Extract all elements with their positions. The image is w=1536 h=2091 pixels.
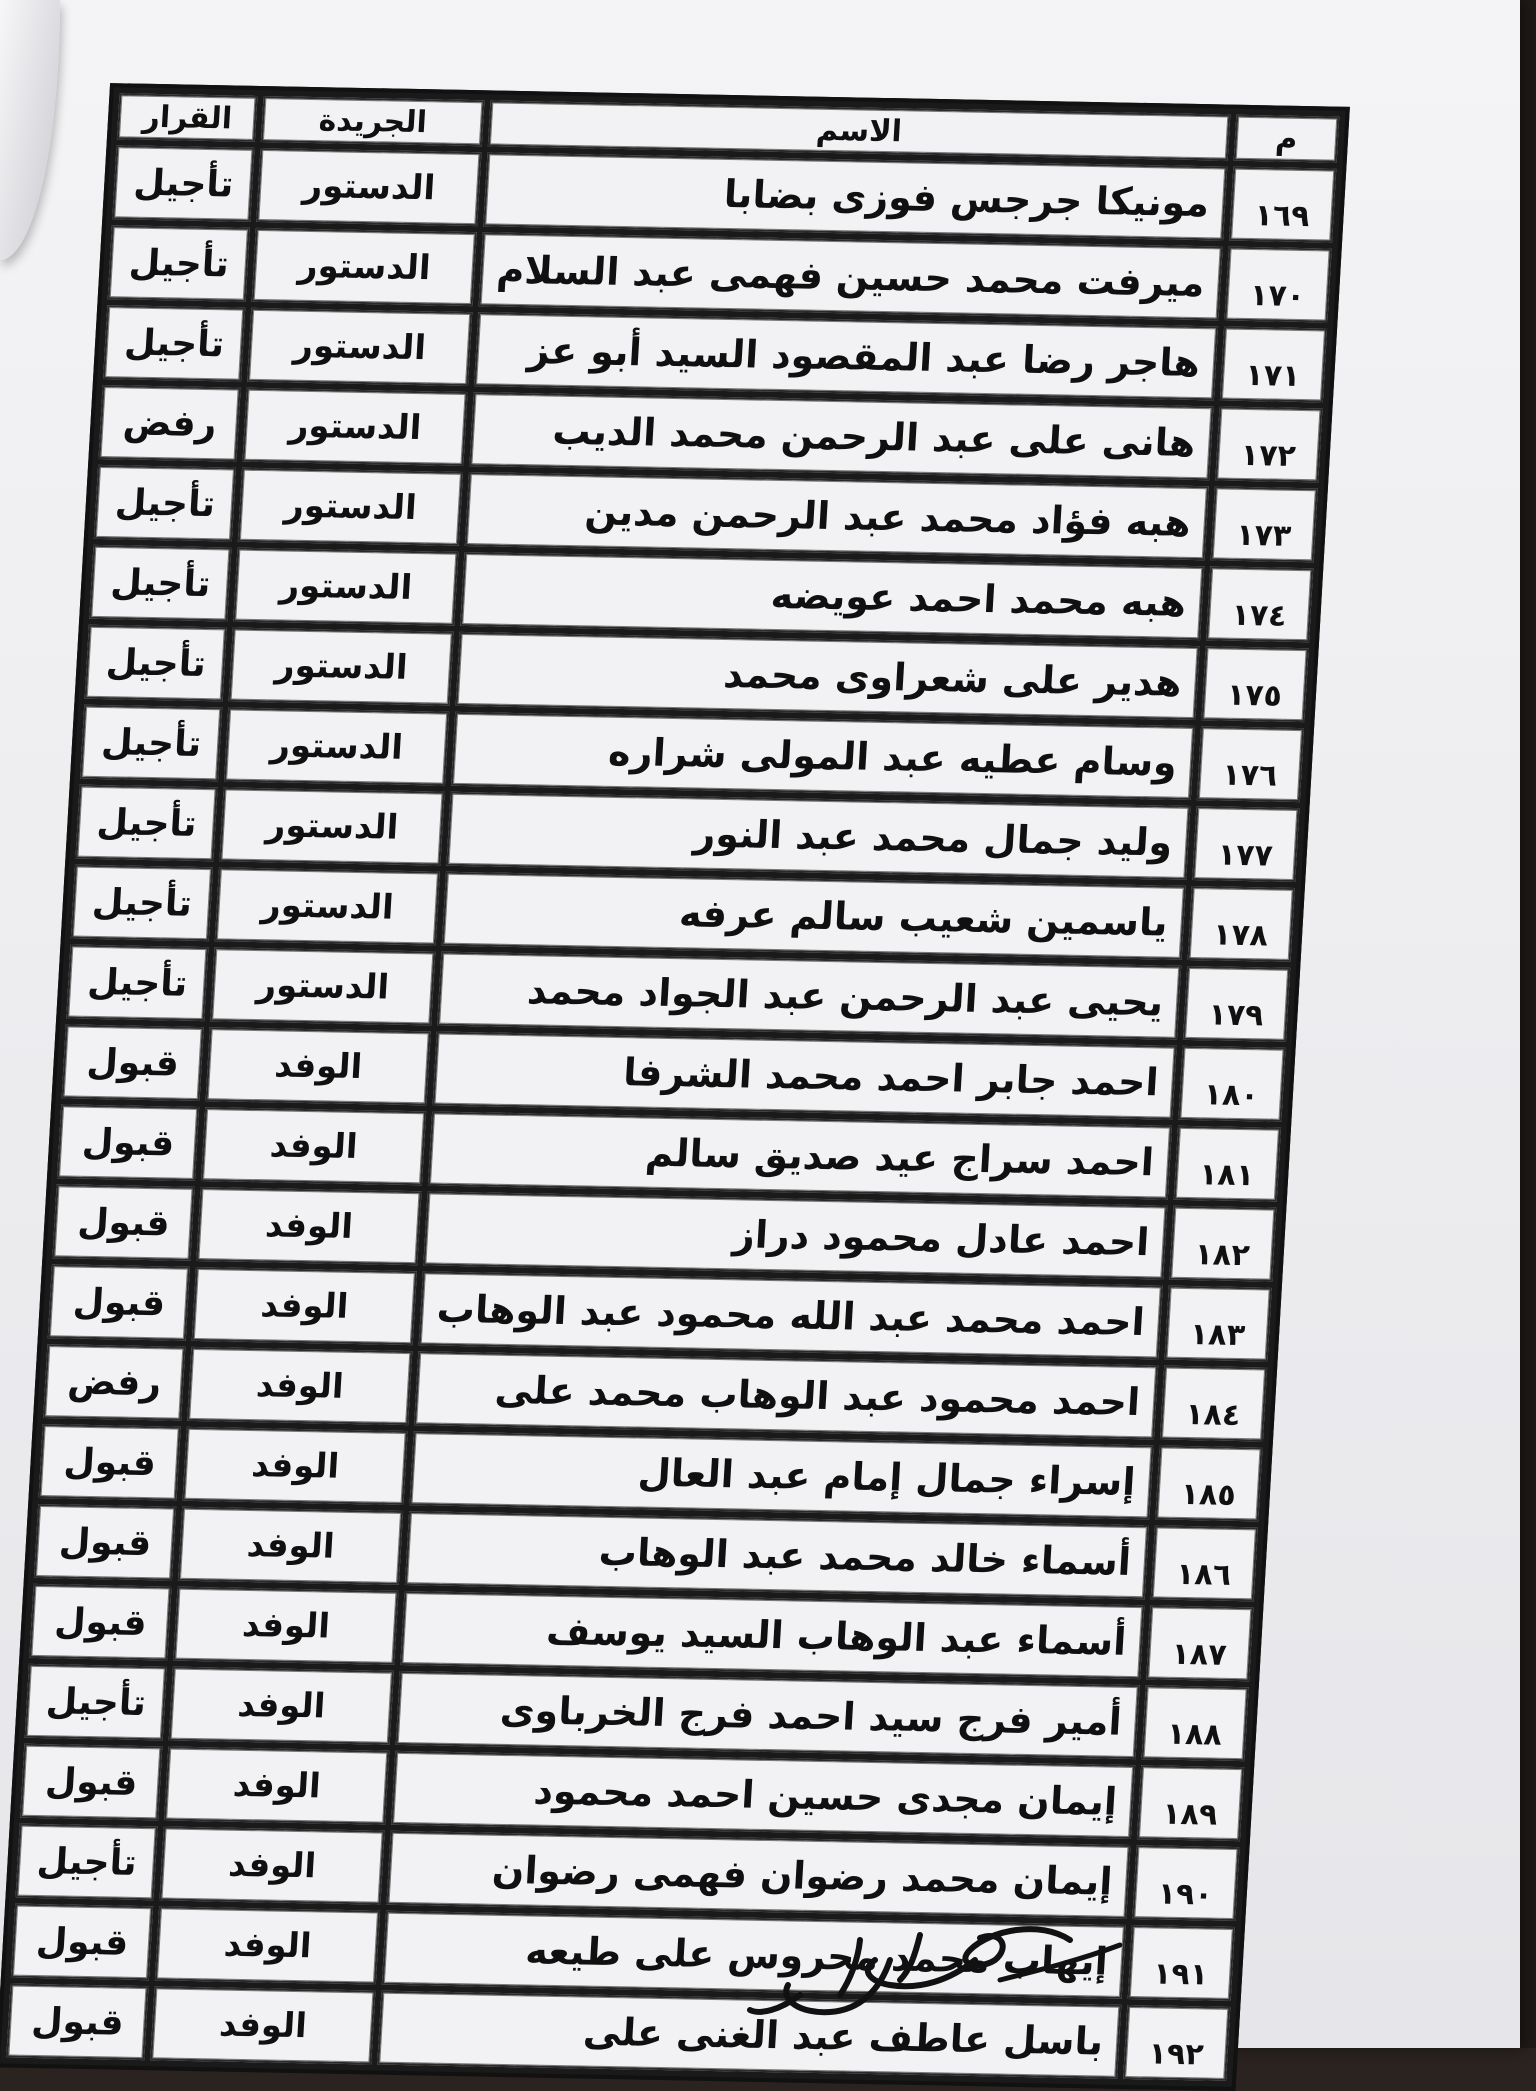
row-number: ١٧٥ — [1201, 646, 1308, 722]
row-decision: تأجيل — [108, 225, 251, 302]
row-name: إيمان محمد رضوان فهمى رضوان — [386, 1831, 1130, 1919]
row-number: ١٧٤ — [1206, 566, 1313, 642]
row-decision: تأجيل — [71, 865, 214, 942]
row-newspaper: الدستور — [234, 548, 459, 626]
row-number: ١٨١ — [1174, 1126, 1281, 1202]
header-name: الاسم — [488, 100, 1231, 160]
row-decision: تأجيل — [89, 545, 232, 622]
row-newspaper: الوفد — [187, 1347, 412, 1425]
row-number: ١٨٨ — [1141, 1685, 1248, 1761]
table-body — [6, 145, 1336, 2081]
row-name: مونيكا جرجس فوزى بضابا — [483, 152, 1227, 240]
row-number: ١٨٤ — [1160, 1366, 1267, 1442]
row-newspaper: الوفد — [155, 1906, 380, 1984]
row-newspaper: الدستور — [229, 628, 454, 706]
row-newspaper: الدستور — [243, 388, 468, 466]
row-decision: تأجيل — [25, 1664, 168, 1741]
row-decision: تأجيل — [85, 625, 228, 702]
row-newspaper: الوفد — [206, 1027, 431, 1105]
row-number: ١٨٠ — [1178, 1046, 1285, 1122]
row-newspaper: الدستور — [215, 867, 440, 945]
row-decision: قبول — [11, 1904, 154, 1981]
row-decision: قبول — [62, 1024, 205, 1101]
row-name: أسماء خالد محمد عبد الوهاب — [405, 1511, 1149, 1599]
row-number: ١٧٦ — [1197, 726, 1304, 802]
row-newspaper: الوفد — [174, 1587, 399, 1665]
row-newspaper: الدستور — [238, 468, 463, 546]
row-name: احمد سراج عيد صديق سالم — [428, 1111, 1172, 1199]
handwritten-signature — [740, 1900, 1140, 2040]
row-name: هبه محمد احمد عويضه — [460, 552, 1204, 640]
results-table — [0, 83, 1350, 2091]
row-name: احمد عادل محمود دراز — [423, 1191, 1167, 1279]
row-decision: قبول — [6, 1984, 149, 2061]
row-number: ١٧١ — [1220, 327, 1327, 403]
row-number: ١٦٩ — [1229, 167, 1336, 243]
row-name: ميرفت محمد حسين فهمى عبد السلام — [479, 232, 1223, 320]
row-name: احمد محمد عبد الله محمود عبد الوهاب — [419, 1271, 1163, 1359]
row-number: ١٧٩ — [1183, 966, 1290, 1042]
row-decision: تأجيل — [112, 145, 255, 222]
row-decision: تأجيل — [15, 1824, 158, 1901]
row-decision: قبول — [39, 1424, 182, 1501]
header-number: م — [1234, 115, 1340, 163]
row-number: ١٨٣ — [1165, 1286, 1272, 1362]
row-newspaper: الدستور — [220, 787, 445, 865]
row-newspaper: الوفد — [164, 1747, 389, 1825]
row-newspaper: الدستور — [257, 148, 482, 226]
row-name: وسام عطيه عبد المولى شراره — [451, 712, 1195, 800]
row-decision: قبول — [34, 1504, 177, 1581]
row-decision: تأجيل — [94, 465, 237, 542]
row-newspaper: الوفد — [169, 1667, 394, 1745]
header-newspaper: الجريدة — [261, 96, 484, 146]
row-newspaper: الوفد — [178, 1507, 403, 1585]
row-name: يحيى عبد الرحمن عبد الجواد محمد — [437, 952, 1181, 1040]
row-number: ١٨٧ — [1146, 1605, 1253, 1681]
row-decision: قبول — [20, 1744, 163, 1821]
row-name: هانى على عبد الرحمن محمد الديب — [469, 392, 1213, 480]
row-name: باسل عاطف عبد الغنى على — [377, 1991, 1121, 2079]
row-number: ١٩٢ — [1123, 2005, 1230, 2081]
row-decision: تأجيل — [103, 305, 246, 382]
header-decision: القرار — [117, 93, 258, 142]
row-name: إيهاب محمد محروس على طيعه — [382, 1911, 1126, 1999]
row-name: هاجر رضا عبد المقصود السيد أبو عز — [474, 312, 1218, 400]
row-decision: قبول — [57, 1104, 200, 1181]
row-name: هدير على شعراوى محمد — [456, 632, 1200, 720]
row-number: ١٨٥ — [1155, 1445, 1262, 1521]
row-decision: قبول — [48, 1264, 191, 1341]
row-number: ١٨٦ — [1151, 1525, 1258, 1601]
row-name: أمير فرج سيد احمد فرج الخرباوى — [396, 1671, 1140, 1759]
row-newspaper: الوفد — [192, 1267, 417, 1345]
page-curl — [0, 0, 60, 260]
row-newspaper: الدستور — [252, 228, 477, 306]
row-decision: تأجيل — [66, 944, 209, 1021]
row-newspaper: الوفد — [160, 1826, 385, 1904]
row-decision: قبول — [29, 1584, 172, 1661]
row-newspaper: الدستور — [224, 707, 449, 785]
row-decision: تأجيل — [75, 785, 218, 862]
row-name: إيمان مجدى حسين احمد محمود — [391, 1751, 1135, 1839]
row-decision: رفض — [98, 385, 241, 462]
row-name: أسماء عبد الوهاب السيد يوسف — [400, 1591, 1144, 1679]
row-number: ١٧٢ — [1215, 406, 1322, 482]
row-newspaper: الدستور — [211, 947, 436, 1025]
row-decision: تأجيل — [80, 705, 223, 782]
row-decision: رفض — [43, 1344, 186, 1421]
row-name: ياسمين شعيب سالم عرفه — [442, 872, 1186, 960]
row-newspaper: الوفد — [183, 1427, 408, 1505]
results-table-container — [0, 83, 1350, 2091]
row-number: ١٨٩ — [1137, 1765, 1244, 1841]
row-name: هبه فؤاد محمد عبد الرحمن مدين — [465, 472, 1209, 560]
row-newspaper: الوفد — [197, 1187, 422, 1265]
row-name: إسراء جمال إمام عبد العال — [409, 1431, 1153, 1519]
row-number: ١٩١ — [1128, 1925, 1235, 2001]
row-number: ١٧٣ — [1211, 486, 1318, 562]
row-newspaper: الدستور — [247, 308, 472, 386]
row-name: وليد جمال محمد عبد النور — [446, 792, 1190, 880]
row-number: ١٩٠ — [1132, 1845, 1239, 1921]
row-newspaper: الوفد — [201, 1107, 426, 1185]
row-name: احمد محمود عبد الوهاب محمد على — [414, 1351, 1158, 1439]
row-number: ١٧٨ — [1188, 886, 1295, 962]
row-number: ١٧٠ — [1224, 247, 1331, 323]
row-number: ١٨٢ — [1169, 1206, 1276, 1282]
row-decision: قبول — [52, 1184, 195, 1261]
row-newspaper: الوفد — [151, 1986, 376, 2064]
row-name: احمد جابر احمد محمد الشرفا — [432, 1032, 1176, 1120]
row-number: ١٧٧ — [1192, 806, 1299, 882]
